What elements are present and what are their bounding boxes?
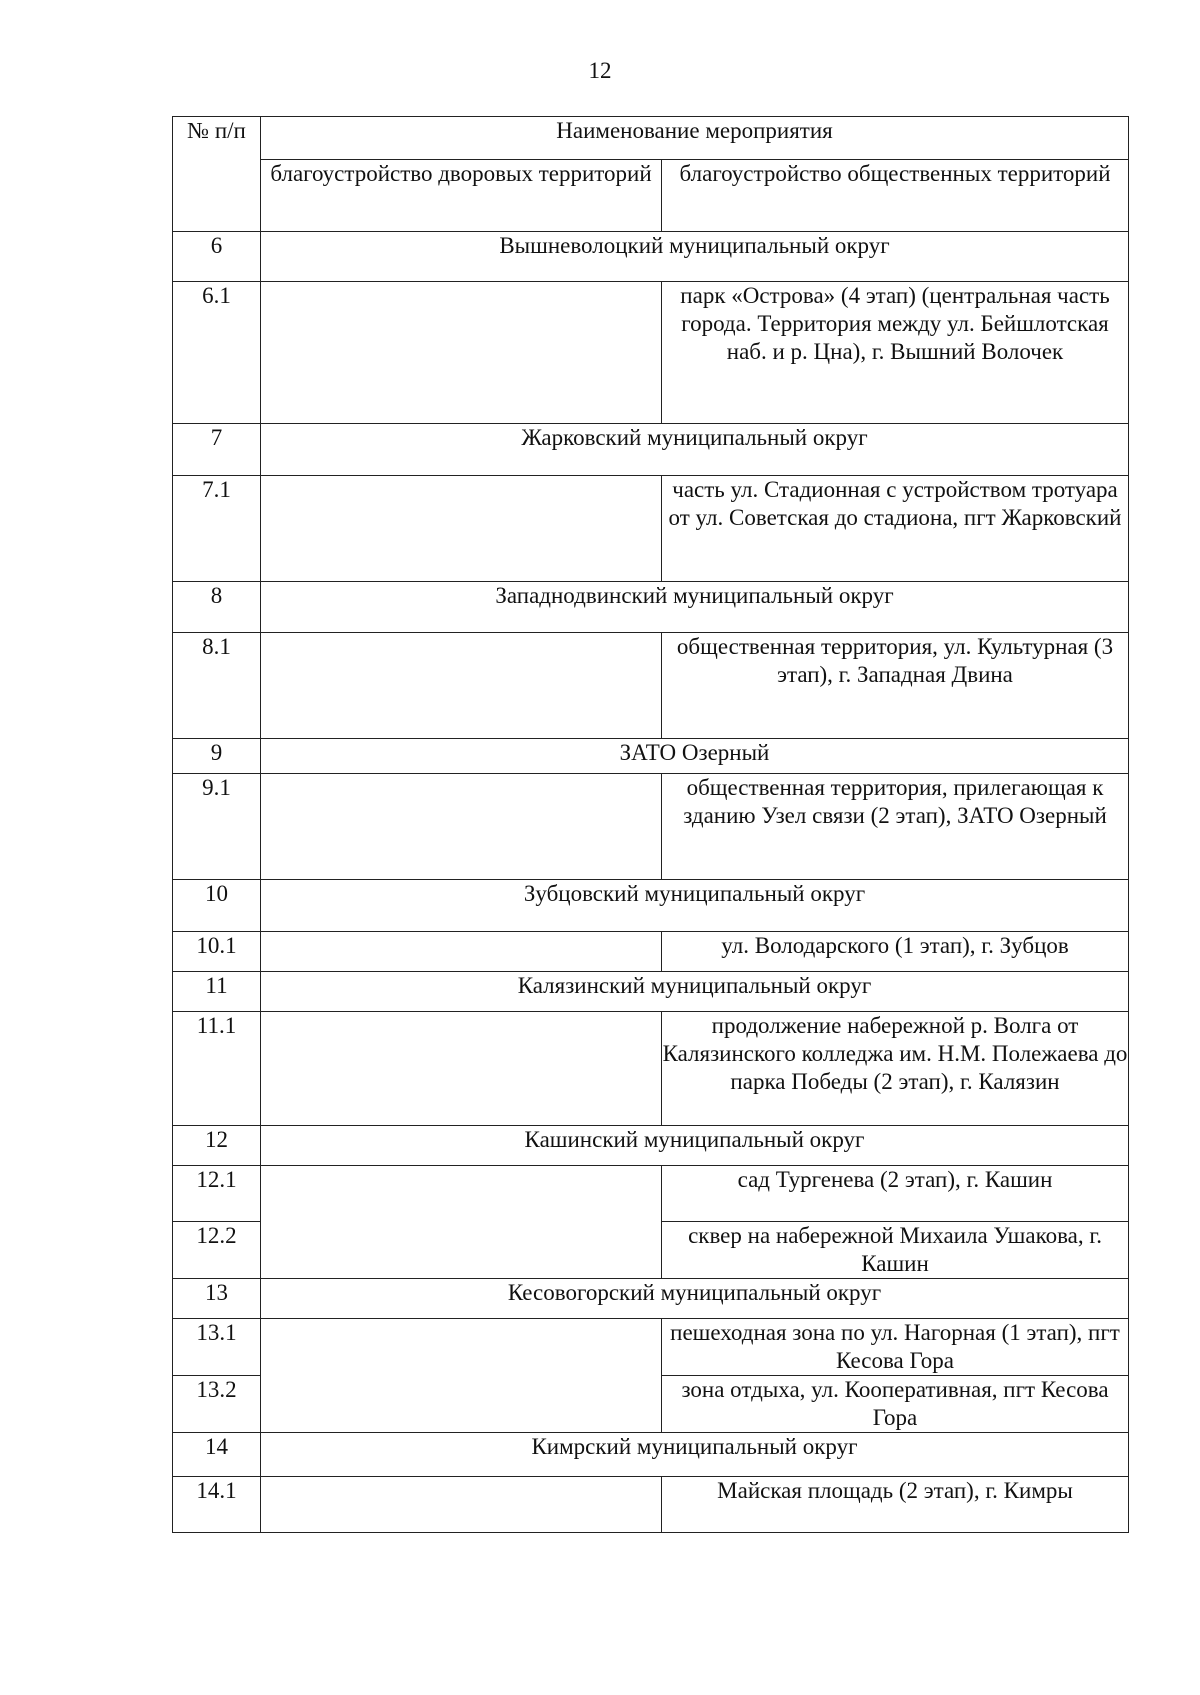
header-yard-territories: благоустройство дворовых территорий (261, 160, 662, 232)
yard-cell (261, 282, 662, 424)
district-number: 9 (173, 739, 261, 774)
item-number: 14.1 (173, 1477, 261, 1533)
district-row (173, 1433, 1129, 1477)
district-name: Кесовогорский муниципальный округ (261, 1279, 1129, 1319)
yard-cell (261, 1319, 662, 1433)
district-row (173, 972, 1129, 1012)
district-row (173, 232, 1129, 282)
district-name: ЗАТО Озерный (261, 739, 1129, 774)
public-territory-cell: пешеходная зона по ул. Нагорная (1 этап), пгт Кесова Гора (662, 1319, 1129, 1376)
public-territory-cell: сад Тургенева (2 этап), г. Кашин (662, 1166, 1129, 1222)
item-number: 12.2 (173, 1222, 261, 1279)
district-name: Кашинский муниципальный округ (261, 1126, 1129, 1166)
district-number: 12 (173, 1126, 261, 1166)
district-number: 13 (173, 1279, 261, 1319)
public-territory-cell: сквер на набережной Михаила Ушакова, г. Кашин (662, 1222, 1129, 1279)
item-number: 7.1 (173, 476, 261, 582)
district-number: 8 (173, 582, 261, 633)
public-territory-cell: общественная территория, ул. Культурная (3 этап), г. Западная Двина (662, 633, 1129, 739)
table-row (173, 1012, 1129, 1126)
table-row (173, 1319, 1129, 1376)
yard-cell (261, 1477, 662, 1533)
table-row (173, 476, 1129, 582)
header-row-number: № п/п (173, 117, 261, 232)
table-row (173, 1166, 1129, 1222)
table-row (173, 774, 1129, 880)
district-row (173, 1279, 1129, 1319)
header-event-name: Наименование мероприятия (261, 117, 1129, 160)
item-number: 13.1 (173, 1319, 261, 1376)
district-name: Вышневолоцкий муниципальный округ (261, 232, 1129, 282)
district-number: 11 (173, 972, 261, 1012)
district-number: 14 (173, 1433, 261, 1477)
item-number: 11.1 (173, 1012, 261, 1126)
public-territory-cell: зона отдыха, ул. Кооперативная, пгт Кесова Гора (662, 1376, 1129, 1433)
table-row (173, 282, 1129, 424)
district-number: 6 (173, 232, 261, 282)
district-name: Зубцовский муниципальный округ (261, 880, 1129, 932)
item-number: 12.1 (173, 1166, 261, 1222)
events-table (172, 116, 1129, 1533)
table-row (173, 932, 1129, 972)
yard-cell (261, 1012, 662, 1126)
item-number: 10.1 (173, 932, 261, 972)
item-number: 13.2 (173, 1376, 261, 1433)
district-row (173, 739, 1129, 774)
public-territory-cell: продолжение набережной р. Волга от Калязинского колледжа им. Н.М. Полежаева до парка Победы (2 этап), г. Калязин (662, 1012, 1129, 1126)
item-number: 8.1 (173, 633, 261, 739)
yard-cell (261, 774, 662, 880)
public-territory-cell: ул. Володарского (1 этап), г. Зубцов (662, 932, 1129, 972)
table-row (173, 633, 1129, 739)
district-name: Западнодвинский муниципальный округ (261, 582, 1129, 633)
yard-cell (261, 1166, 662, 1279)
district-row (173, 880, 1129, 932)
district-row (173, 424, 1129, 476)
district-name: Кимрский муниципальный округ (261, 1433, 1129, 1477)
page-number: 12 (588, 58, 612, 83)
public-territory-cell: часть ул. Стадионная с устройством тротуара от ул. Советская до стадиона, пгт Жарковский (662, 476, 1129, 582)
district-number: 10 (173, 880, 261, 932)
table-row (173, 1477, 1129, 1533)
yard-cell (261, 633, 662, 739)
district-number: 7 (173, 424, 261, 476)
public-territory-cell: Майская площадь (2 этап), г. Кимры (662, 1477, 1129, 1533)
district-row (173, 1126, 1129, 1166)
item-number: 6.1 (173, 282, 261, 424)
yard-cell (261, 932, 662, 972)
district-name: Жарковский муниципальный округ (261, 424, 1129, 476)
public-territory-cell: парк «Острова» (4 этап) (центральная часть города. Территория между ул. Бейшлотская наб. и р. Цна), г. Вышний Волочек (662, 282, 1129, 424)
district-row (173, 582, 1129, 633)
item-number: 9.1 (173, 774, 261, 880)
header-public-territories: благоустройство общественных территорий (662, 160, 1129, 232)
district-name: Калязинский муниципальный округ (261, 972, 1129, 1012)
yard-cell (261, 476, 662, 582)
public-territory-cell: общественная территория, прилегающая к зданию Узел связи (2 этап), ЗАТО Озерный (662, 774, 1129, 880)
